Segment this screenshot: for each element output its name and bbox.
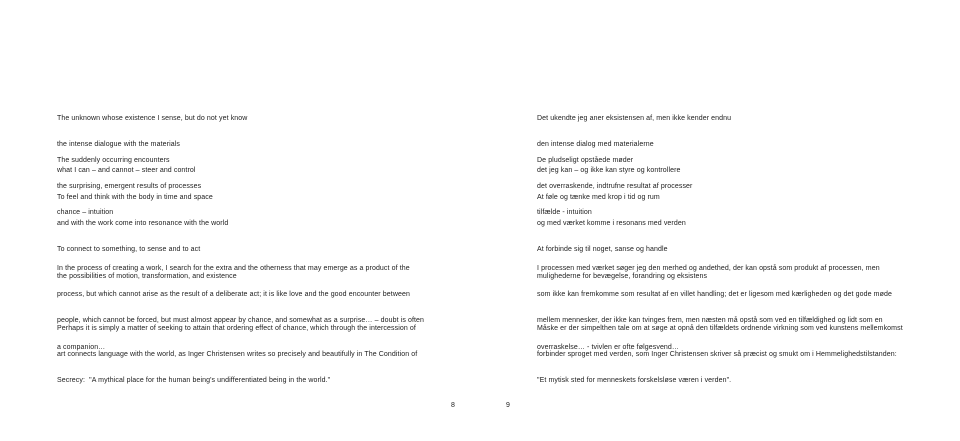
text-line: the intense dialogue with the materials — [57, 140, 180, 148]
text-line: Måske er der simpelthen tale om at søge at opnå den tilfældets ordnende virkning som ved kunstens mellemkomst — [537, 324, 903, 332]
text-line: og med værket komme i resonans med verden — [537, 219, 686, 227]
text-line: mellem mennesker, der ikke kan tvinges frem, men næsten må opstå som ved en tilfældighed og lidt som en — [537, 317, 883, 325]
text-line: chance – intuition — [57, 209, 114, 217]
left-paragraph-2 — [57, 307, 417, 404]
text-line: Det ukendte jeg aner eksistensen af, men ikke kender endnu — [537, 114, 732, 122]
text-line: The unknown whose existence I sense, but do not yet know — [57, 114, 248, 122]
page-number-left: 8 — [451, 402, 455, 409]
text-line: The suddenly occurring encounters — [57, 156, 170, 164]
text-line: what I can – and cannot – steer and control — [57, 167, 196, 175]
text-line: mulighederne for bevægelse, forandring og eksistens — [537, 272, 708, 280]
right-page — [480, 0, 960, 441]
text-line: I processen med værket søger jeg den merhed og andethed, der kan opstå som produkt af processen, men — [537, 264, 880, 272]
right-paragraph-2 — [537, 307, 903, 404]
text-line: det jeg kan – og ikke kan styre og kontrollere — [537, 167, 681, 175]
text-line: To feel and think with the body in time and space — [57, 193, 213, 201]
text-line: process, but which cannot arise as the result of a deliberate act; it is like love and the good encounter between — [57, 290, 410, 298]
page-number-right: 9 — [506, 402, 510, 409]
text-line: overraskelse… - tvivlen er ofte følgesvend… — [537, 343, 680, 351]
text-line: the possibilities of motion, transformation, and existence — [57, 272, 237, 280]
text-line: At forbinde sig til noget, sanse og handle — [537, 246, 668, 254]
text-line: Secrecy: "A mythical place for the human being's undifferentiated being in the world." — [57, 377, 331, 385]
text-line: people, which cannot be forced, but must almost appear by chance, and somewhat as a surprise… – doubt is often — [57, 317, 425, 325]
text-line: a companion… — [57, 343, 106, 351]
text-line: forbinder sproget med verden, som Inger Christensen skriver så præcist og smukt om i Hemmelighedstilstanden: — [537, 350, 897, 358]
text-line: tilfælde - intuition — [537, 209, 592, 217]
text-line: "Et mytisk sted for menneskets forskelsløse væren i verden". — [537, 377, 732, 385]
text-line: De pludseligt opståede møder — [537, 156, 634, 164]
text-line: art connects language with the world, as Inger Christensen writes so precisely and beautifully in The Condition of — [57, 350, 418, 358]
text-line: the surprising, emergent results of processes — [57, 182, 202, 190]
text-line: det overraskende, indtrufne resultat af processer — [537, 182, 693, 190]
text-line: To connect to something, to sense and to act — [57, 246, 201, 254]
text-line: In the process of creating a work, I search for the extra and the otherness that may emerge as a product of the — [57, 264, 410, 272]
text-line: Perhaps it is simply a matter of seeking to attain that ordering effect of chance, which through the intercession of — [57, 324, 416, 332]
text-line: som ikke kan fremkomme som resultat af en villet handling; det er ligesom med kærligheden og det gode møde — [537, 290, 892, 298]
text-line: den intense dialog med materialerne — [537, 140, 654, 148]
text-line: and with the work come into resonance with the world — [57, 219, 229, 227]
text-line: At føle og tænke med krop i tid og rum — [537, 193, 660, 201]
